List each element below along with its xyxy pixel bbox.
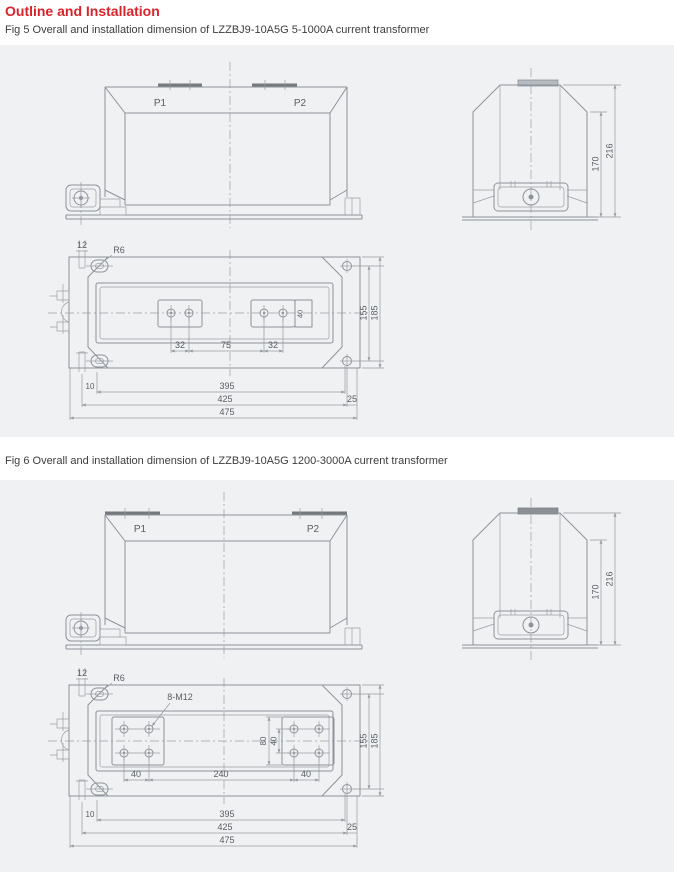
dim-32-left-label: 32	[174, 340, 186, 350]
dim-25-label: 25	[346, 822, 358, 832]
dim-40-right-label: 40	[300, 769, 312, 779]
mount-holes-right	[343, 690, 352, 794]
dim-40-left-label: 40	[130, 769, 142, 779]
fig6-front-view	[66, 492, 362, 658]
fig5-front-view	[66, 62, 362, 228]
mount-holes-right	[343, 262, 352, 366]
fig6-caption: Fig 6 Overall and installation dimension of LZZBJ9-10A5G 1200-3000A current transformer	[5, 455, 448, 467]
plan-base-flange	[69, 685, 360, 796]
dim-475-label: 475	[219, 407, 235, 417]
fig5-caption: Fig 5 Overall and installation dimension of LZZBJ9-10A5G 5-1000A current transformer	[5, 24, 430, 36]
fig6-drawing	[0, 480, 674, 872]
terminal-block-right	[251, 300, 295, 327]
dim-80-label: 80	[259, 736, 268, 746]
dim-425-label: 425	[217, 822, 233, 832]
dim-12-label: 12	[76, 240, 88, 250]
p1-label: P1	[133, 524, 147, 535]
dim-425-label: 425	[217, 394, 233, 404]
radius-r6-label: R6	[113, 245, 125, 255]
dim-240-label: 240	[213, 769, 229, 779]
dim-395-label: 395	[219, 381, 235, 391]
dim-75-label: 75	[220, 340, 232, 350]
dim-25-label: 25	[346, 394, 358, 404]
dim-170-label: 170	[590, 584, 601, 600]
dim-40-bar-label: 40	[295, 309, 305, 319]
radius-r6-label: R6	[113, 673, 125, 683]
dim-185-label: 185	[369, 305, 380, 321]
dim-10-label: 10	[85, 382, 95, 391]
fig5-drawing-panel	[0, 45, 674, 437]
fig6-side-view	[462, 498, 621, 660]
fig6-drawing-panel	[0, 480, 674, 872]
dim-12-label: 12	[76, 668, 88, 678]
dim-185-label: 185	[369, 733, 380, 749]
dim-475-label: 475	[219, 835, 235, 845]
fig5-side-view	[462, 68, 621, 232]
dim-32-right-label: 32	[267, 340, 279, 350]
dim-155-label: 155	[358, 733, 369, 749]
p1-label: P1	[153, 98, 167, 109]
thread-spec-label: 8-M12	[167, 692, 193, 702]
page-title: Outline and Installation	[5, 3, 160, 19]
dim-216-label: 216	[604, 143, 615, 159]
fig5-drawing	[0, 45, 674, 437]
dim-10-label: 10	[85, 810, 95, 819]
dim-395-label: 395	[219, 809, 235, 819]
dim-155-label: 155	[358, 305, 369, 321]
dim-170-label: 170	[590, 156, 601, 172]
fig6-plan-view	[48, 668, 384, 848]
terminal-block-left	[158, 300, 202, 327]
p2-label: P2	[293, 98, 307, 109]
fig5-plan-view	[48, 240, 384, 420]
dim-40v-label: 40	[269, 736, 279, 746]
p2-label: P2	[306, 524, 320, 535]
dim-216-label: 216	[604, 571, 615, 587]
